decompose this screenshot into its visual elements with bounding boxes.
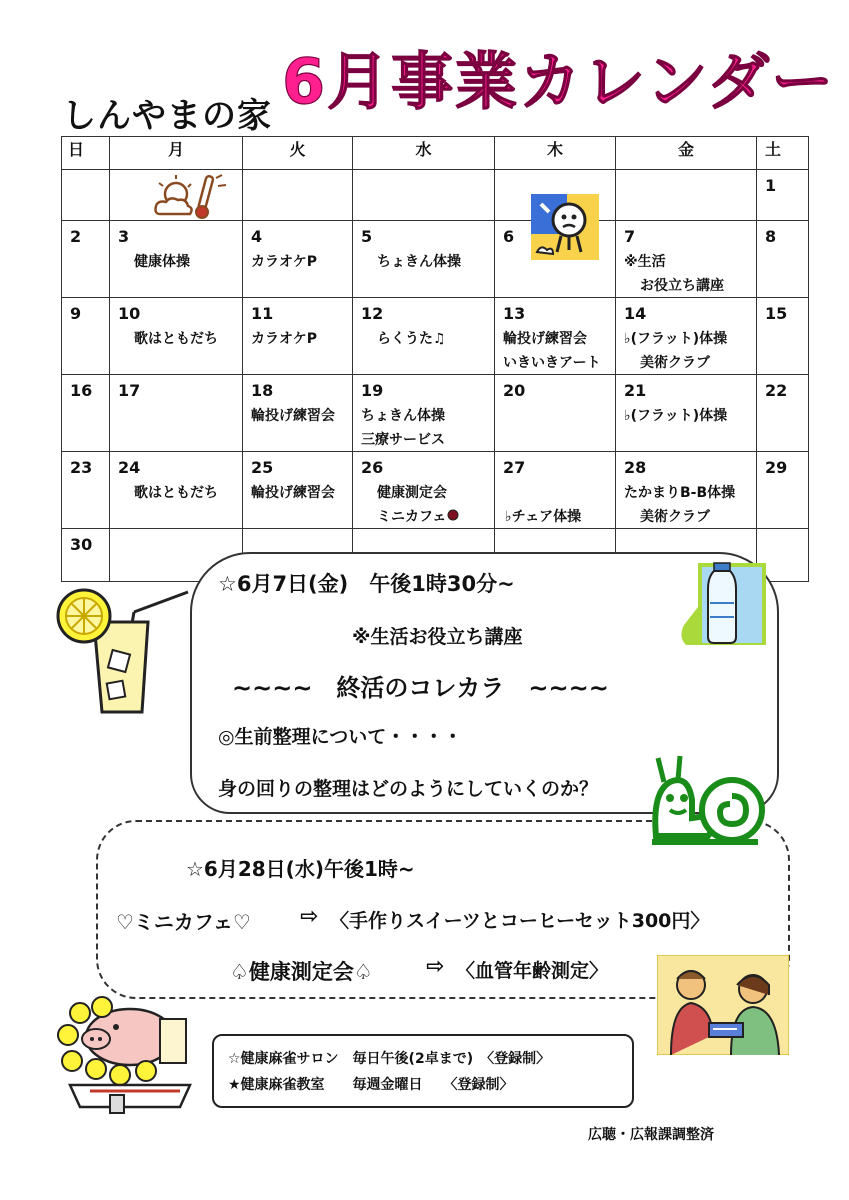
day-number: 15 <box>765 304 788 323</box>
calendar-cell <box>353 375 495 452</box>
calendar-cell <box>110 452 243 529</box>
day-number: 21 <box>624 381 647 400</box>
day-number: 8 <box>765 227 777 246</box>
calendar-event: カラオケP <box>251 331 317 347</box>
calendar-cell <box>110 221 243 298</box>
calendar-cell <box>616 375 757 452</box>
calendar-cell <box>757 298 809 375</box>
weekday-sat: 土 <box>757 137 809 170</box>
weekday-thu: 木 <box>495 137 616 170</box>
calendar-table <box>61 136 809 582</box>
calendar-cell <box>353 298 495 375</box>
event1-datetime: ☆6月7日(金) 午後1時30分~ <box>218 572 515 596</box>
calendar-cell-empty <box>616 170 757 221</box>
day-number: 9 <box>70 304 82 323</box>
weekday-tue: 火 <box>243 137 353 170</box>
calendar-cell <box>243 221 353 298</box>
event1-theme: ~~~~ 終活のコレカラ ~~~~ <box>232 674 609 702</box>
event1-question: 身の回りの整理はどのようにしていくのか？ <box>218 778 599 800</box>
day-number: 13 <box>503 304 526 323</box>
calendar-event: ♭チェア体操 <box>505 509 582 525</box>
weekday-wed: 水 <box>353 137 495 170</box>
calendar-cell <box>757 375 809 452</box>
calendar-event: ミニカフェ <box>377 509 447 525</box>
calendar-cell <box>616 452 757 529</box>
event2-cafe-label: ♡ミニカフェ♡ <box>116 910 251 934</box>
day-number: 17 <box>118 381 141 400</box>
day-number: 18 <box>251 381 274 400</box>
day-number: 27 <box>503 458 526 477</box>
event2-cafe-arrow-icon: ⇨ <box>300 904 319 929</box>
calendar-cell-empty <box>110 170 243 221</box>
water-bottle-icon <box>678 557 770 649</box>
calendar-event: 健康体操 <box>134 254 190 270</box>
event1-topic: ◎生前整理について・・・・ <box>218 726 463 748</box>
calendar-cell <box>495 375 616 452</box>
calendar-event: お役立ち講座 <box>640 278 724 294</box>
event2-cafe-detail: 〈手作りスイーツとコーヒーセット300円〉 <box>330 910 710 932</box>
day-number: 10 <box>118 304 141 323</box>
day-number: 14 <box>624 304 647 323</box>
calendar-cell <box>495 452 616 529</box>
day-number: 24 <box>118 458 141 477</box>
calendar-cell-empty <box>353 170 495 221</box>
day-number: 12 <box>361 304 384 323</box>
calendar-event: らくうた♫ <box>377 331 446 347</box>
calendar-cell <box>353 452 495 529</box>
calendar-event: 輪投げ練習会 <box>251 408 335 424</box>
calendar-cell <box>495 221 616 298</box>
calendar-event: ♭(フラット)体操 <box>624 331 728 347</box>
weekday-mon: 月 <box>110 137 243 170</box>
calendar-event: 輪投げ練習会 <box>503 331 587 347</box>
calendar-cell <box>757 221 809 298</box>
calendar-event: 三療サービス <box>361 432 445 448</box>
day-number: 25 <box>251 458 274 477</box>
calendar-cell <box>616 221 757 298</box>
calendar-cell <box>62 529 110 582</box>
calendar-cell <box>495 298 616 375</box>
calendar-cell-empty <box>62 170 110 221</box>
calendar-event: 歌はともだち <box>134 331 218 347</box>
day-number: 29 <box>765 458 788 477</box>
weather-thermometer-icon <box>146 170 236 222</box>
calendar-event: 美術クラブ <box>640 355 710 371</box>
pig-lemon-tray-icon <box>50 995 210 1117</box>
calendar-cell <box>110 298 243 375</box>
calendar-event: いきいきアート <box>503 355 601 371</box>
footer-approval: 広聴・広報課調整済 <box>588 1127 714 1143</box>
calendar-cell <box>353 221 495 298</box>
weekday-sun: 日 <box>62 137 110 170</box>
info-line-salon: ☆健康麻雀サロン 毎日午後(2卓まで) 〈登録制〉 <box>228 1051 551 1067</box>
day-number: 20 <box>503 381 526 400</box>
snail-icon <box>648 752 768 848</box>
calendar-event: 美術クラブ <box>640 509 710 525</box>
event2-health-arrow-icon: ⇨ <box>426 954 445 979</box>
day-number: 11 <box>251 304 274 323</box>
day-number: 2 <box>70 227 82 246</box>
info-line-class: ★健康麻雀教室 毎週金曜日 〈登録制〉 <box>228 1077 514 1093</box>
calendar-cell <box>757 452 809 529</box>
day-number: 26 <box>361 458 384 477</box>
calendar-cell <box>62 298 110 375</box>
calendar-cell <box>243 298 353 375</box>
day-number: 16 <box>70 381 93 400</box>
day-number: 4 <box>251 227 263 246</box>
calendar-event: カラオケP <box>251 254 317 270</box>
calendar-cell <box>110 375 243 452</box>
day-number: 7 <box>624 227 636 246</box>
calendar-event: 健康測定会 <box>377 485 447 501</box>
event1-name: ※生活お役立ち講座 <box>352 626 523 648</box>
calendar-cell <box>62 452 110 529</box>
calendar-event: 輪投げ練習会 <box>251 485 335 501</box>
organization-name: しんやまの家 <box>62 96 272 136</box>
day-number: 28 <box>624 458 647 477</box>
day-number: 3 <box>118 227 130 246</box>
calendar-cell <box>62 221 110 298</box>
day-number: 19 <box>361 381 384 400</box>
calendar-event: 歌はともだち <box>134 485 218 501</box>
calendar-event: ちょきん体操 <box>377 254 461 270</box>
calendar-cell <box>243 375 353 452</box>
calendar-event: ※生活 <box>624 254 666 270</box>
coffee-dot-icon <box>447 509 459 521</box>
calendar-cell-empty <box>243 170 353 221</box>
calendar-cell <box>616 298 757 375</box>
day-number: 23 <box>70 458 93 477</box>
health-check-illustration-icon <box>657 955 789 1055</box>
day-number: 6 <box>503 227 515 246</box>
day-number: 5 <box>361 227 373 246</box>
lemonade-icon <box>52 582 192 722</box>
day-number: 30 <box>70 535 93 554</box>
calendar-cell <box>62 375 110 452</box>
calendar-event: ちょきん体操 <box>361 408 445 424</box>
calendar-event: たかまりB-B体操 <box>624 485 736 501</box>
weekday-fri: 金 <box>616 137 757 170</box>
event2-health-label: ♤健康測定会♤ <box>230 960 373 984</box>
page-title: 6月事業カレンダー <box>282 45 836 118</box>
event2-datetime: ☆6月28日(水)午後1時~ <box>186 857 415 881</box>
calendar-event: ♭(フラット)体操 <box>624 408 728 424</box>
event2-health-detail: 〈血管年齢測定〉 <box>456 960 609 982</box>
calendar-cell <box>757 170 809 221</box>
day-number: 22 <box>765 381 788 400</box>
day-number: 1 <box>765 176 777 195</box>
calendar-cell <box>243 452 353 529</box>
calendar-cell-empty <box>495 170 616 221</box>
info-box <box>212 1034 634 1108</box>
